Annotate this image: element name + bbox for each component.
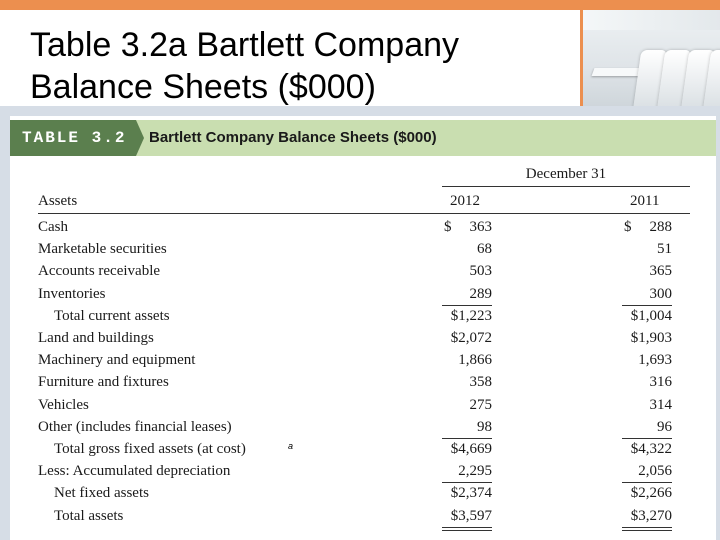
value-2011: 96 bbox=[657, 418, 672, 435]
title-panel bbox=[10, 10, 580, 106]
value-2011: 1,693 bbox=[638, 352, 672, 369]
value-2012: 1,866 bbox=[458, 352, 492, 369]
total-double-underline bbox=[622, 530, 672, 531]
value-2011: 365 bbox=[649, 263, 672, 280]
table-row bbox=[10, 239, 716, 261]
period-rule bbox=[442, 186, 690, 187]
year-2011-header: 2011 bbox=[630, 193, 660, 209]
value-2012: 2,295 bbox=[458, 463, 492, 480]
value-2011: $4,322 bbox=[630, 441, 672, 457]
table-row bbox=[10, 417, 716, 439]
total-double-underline bbox=[442, 530, 492, 531]
value-2011: 316 bbox=[649, 374, 672, 391]
conference-room-photo bbox=[580, 10, 720, 106]
value-2012: 503 bbox=[469, 263, 492, 280]
value-2012: 358 bbox=[469, 374, 492, 391]
balance-sheet-table bbox=[10, 116, 716, 540]
photo-window bbox=[583, 10, 720, 30]
table-row bbox=[10, 350, 716, 372]
table-row bbox=[10, 217, 716, 239]
value-2011: 314 bbox=[649, 396, 672, 413]
value-2012: 68 bbox=[477, 241, 492, 258]
value-2012: $1,223 bbox=[450, 307, 492, 324]
total-underline bbox=[442, 527, 492, 528]
value-2012: $2,072 bbox=[450, 330, 492, 346]
slide-title: Table 3.2a Bartlett Company Balance Sheets ($000) bbox=[30, 26, 460, 106]
row-label: Marketable securities bbox=[38, 241, 167, 258]
table-label-arrow bbox=[136, 120, 144, 156]
row-label: Total gross fixed assets (at cost) bbox=[54, 441, 246, 457]
value-2011: $2,266 bbox=[630, 485, 672, 502]
footnote-marker: a bbox=[288, 441, 294, 451]
table-row bbox=[10, 395, 716, 417]
currency-symbol: $ bbox=[624, 219, 632, 235]
value-2012: $4,669 bbox=[450, 441, 492, 457]
value-2012: 275 bbox=[469, 396, 492, 413]
table-header-band bbox=[10, 120, 716, 156]
row-label: Less: Accumulated depreciation bbox=[38, 463, 231, 480]
period-header: December 31 bbox=[525, 166, 607, 182]
currency-symbol: $ bbox=[444, 219, 452, 235]
row-label: Total current assets bbox=[54, 307, 170, 324]
row-label: Net fixed assets bbox=[54, 485, 149, 502]
row-label: Cash bbox=[38, 219, 68, 235]
table-title: Bartlett Company Balance Sheets ($000) bbox=[149, 129, 437, 146]
row-label: Total assets bbox=[54, 507, 124, 524]
header-rule bbox=[38, 213, 690, 214]
value-2011: $1,903 bbox=[630, 330, 672, 346]
year-2012-header: 2012 bbox=[450, 193, 480, 209]
value-2012: $3,597 bbox=[450, 507, 492, 524]
row-label: Furniture and fixtures bbox=[38, 374, 169, 391]
table-row bbox=[10, 372, 716, 394]
value-2011: 51 bbox=[657, 241, 672, 258]
value-2011: 2,056 bbox=[638, 463, 672, 480]
value-2011: 300 bbox=[649, 285, 672, 302]
value-2011: $3,270 bbox=[630, 507, 672, 524]
total-underline bbox=[622, 527, 672, 528]
row-label: Accounts receivable bbox=[38, 263, 161, 280]
table-row bbox=[10, 328, 716, 350]
table-row bbox=[10, 439, 716, 461]
table-row bbox=[10, 306, 716, 328]
table-row bbox=[10, 483, 716, 505]
row-label: Machinery and equipment bbox=[38, 352, 196, 369]
value-2012: 289 bbox=[469, 285, 492, 302]
accent-bar bbox=[0, 0, 720, 10]
table-row bbox=[10, 506, 716, 528]
table-row bbox=[10, 284, 716, 306]
value-2011: 288 bbox=[649, 219, 672, 235]
row-label: Inventories bbox=[38, 285, 106, 302]
table-row bbox=[10, 461, 716, 483]
value-2012: 363 bbox=[469, 219, 492, 235]
row-label: Other (includes financial leases) bbox=[38, 418, 232, 435]
assets-column-header: Assets bbox=[38, 193, 78, 209]
table-row bbox=[10, 261, 716, 283]
row-label: Land and buildings bbox=[38, 330, 154, 346]
table-number-label: TABLE 3.2 bbox=[10, 120, 136, 156]
value-2012: $2,374 bbox=[450, 485, 492, 502]
value-2011: $1,004 bbox=[630, 307, 672, 324]
row-label: Vehicles bbox=[38, 396, 89, 413]
value-2012: 98 bbox=[477, 418, 492, 435]
